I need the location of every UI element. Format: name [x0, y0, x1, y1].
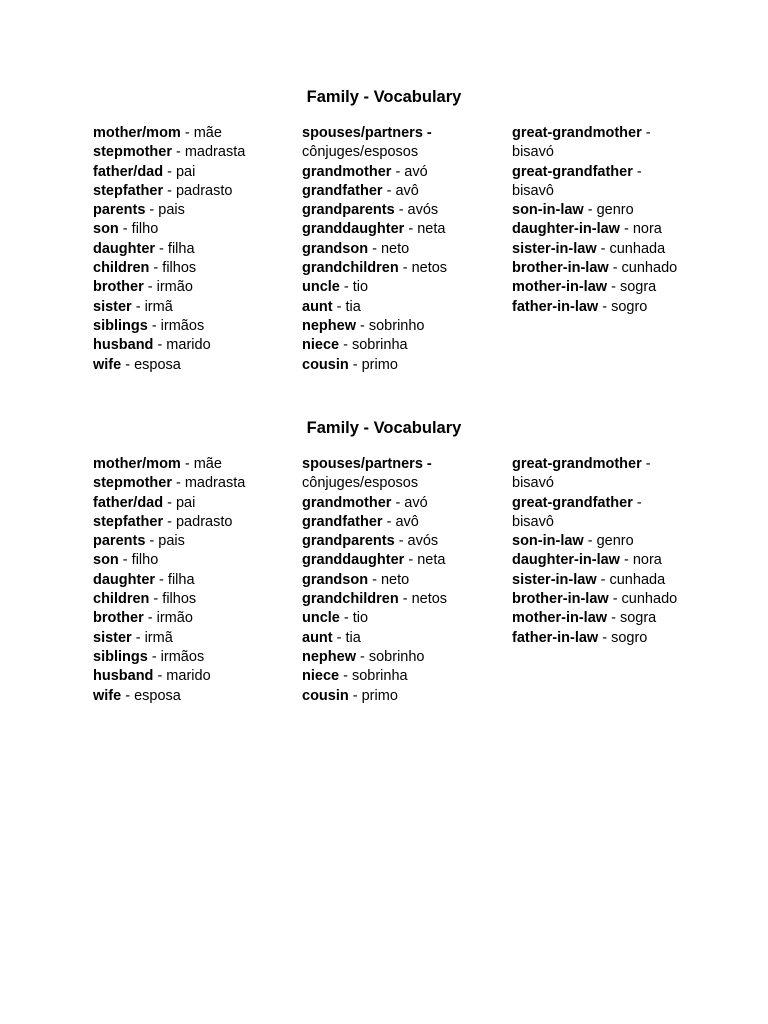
portuguese-translation: - sobrinha [339, 668, 408, 685]
portuguese-translation: - esposa [121, 356, 181, 373]
vocabulary-entry [302, 220, 502, 239]
vocabulary-entry [512, 455, 687, 494]
portuguese-translation: - primo [348, 356, 398, 373]
english-term: son-in-law [512, 202, 584, 219]
vocabulary-entry [302, 201, 502, 220]
vocabulary-entry [302, 336, 502, 355]
portuguese-translation: - netos [398, 591, 448, 608]
english-term: father/dad [93, 494, 164, 511]
english-term: mother/mom [93, 125, 181, 141]
portuguese-translation: - nora [619, 552, 662, 569]
english-term: son [93, 221, 119, 238]
portuguese-translation: - sobrinho [355, 648, 425, 665]
vocabulary-entry [93, 551, 293, 570]
portuguese-translation: - irmãos [147, 648, 205, 665]
portuguese-translation: - avó [391, 163, 428, 180]
vocabulary-entry [512, 629, 687, 648]
portuguese-translation: - marido [153, 668, 211, 685]
portuguese-translation: - bisavó [512, 456, 651, 492]
english-term: grandfather [302, 513, 383, 530]
portuguese-translation: cônjuges/esposos [302, 475, 419, 492]
english-term: cousin [302, 687, 349, 704]
portuguese-translation: - filhos [149, 260, 197, 277]
english-term: grandmother [302, 494, 392, 511]
vocabulary-entry [93, 298, 293, 317]
vocabulary-entry [93, 163, 293, 182]
vocabulary-column-2 [302, 455, 502, 706]
english-term: stepfather [93, 182, 164, 199]
english-term: grandfather [302, 182, 383, 199]
portuguese-translation: - mãe [180, 456, 222, 472]
vocabulary-entry [93, 124, 293, 143]
vocabulary-section-1 [0, 86, 768, 384]
portuguese-translation: - avô [382, 182, 419, 199]
portuguese-translation: - mãe [180, 125, 222, 141]
english-term: brother-in-law [512, 591, 609, 608]
vocabulary-entry [93, 278, 293, 297]
english-term: sister [93, 298, 132, 315]
portuguese-translation: - padrasto [163, 513, 233, 530]
portuguese-translation: - pais [145, 202, 185, 219]
vocabulary-column-3 [512, 455, 687, 648]
english-term: nephew [302, 317, 356, 334]
vocabulary-entry [302, 590, 502, 609]
english-term: wife [93, 687, 122, 704]
english-term: daughter-in-law [512, 221, 620, 238]
portuguese-translation: - tio [339, 610, 369, 627]
portuguese-translation: - cunhada [596, 571, 666, 588]
vocabulary-entry [512, 551, 687, 570]
portuguese-translation: - tia [332, 629, 361, 646]
vocabulary-entry [93, 336, 293, 355]
vocabulary-entry [512, 494, 687, 533]
vocabulary-entry [93, 609, 293, 628]
portuguese-translation: - primo [348, 687, 398, 704]
portuguese-translation: - madrasta [171, 144, 246, 161]
english-term: husband [93, 337, 154, 354]
vocabulary-entry [93, 143, 293, 162]
vocabulary-entry [93, 182, 293, 201]
portuguese-translation: - cunhado [608, 260, 678, 277]
english-term: parents [93, 202, 146, 219]
vocabulary-entry [302, 317, 502, 336]
english-term: husband [93, 668, 154, 685]
vocabulary-entry [93, 667, 293, 686]
english-term: daughter-in-law [512, 552, 620, 569]
vocabulary-entry [302, 455, 502, 494]
english-term: sister [93, 629, 132, 646]
vocabulary-entry [93, 687, 293, 706]
vocabulary-entry [93, 629, 293, 648]
vocabulary-entry [93, 532, 293, 551]
vocabulary-column-3 [512, 124, 687, 317]
english-term: children [93, 591, 150, 608]
portuguese-translation: - avós [394, 202, 439, 219]
english-term: uncle [302, 610, 340, 627]
vocabulary-entry [302, 687, 502, 706]
vocabulary-column-2 [302, 124, 502, 375]
portuguese-translation: - filha [155, 240, 195, 257]
english-term: grandparents [302, 533, 395, 550]
vocabulary-entry [302, 513, 502, 532]
english-term: aunt [302, 298, 333, 315]
english-term: father/dad [93, 163, 164, 180]
portuguese-translation: - filho [118, 552, 159, 569]
english-term: daughter [93, 240, 156, 257]
section-title: Family - Vocabulary [306, 88, 462, 106]
portuguese-translation: - avós [394, 533, 439, 550]
portuguese-translation: - bisavô [512, 494, 642, 530]
english-term: brother [93, 279, 144, 296]
portuguese-translation: - irmão [143, 610, 193, 627]
portuguese-translation: - irmã [131, 629, 173, 646]
english-term: aunt [302, 629, 333, 646]
portuguese-translation: - filhos [149, 591, 197, 608]
vocabulary-entry [93, 201, 293, 220]
portuguese-translation: - avô [382, 513, 419, 530]
english-term: stepmother [93, 475, 172, 492]
vocabulary-entry [93, 513, 293, 532]
english-term: children [93, 260, 150, 277]
english-term: brother-in-law [512, 260, 609, 277]
portuguese-translation: - sobrinha [339, 337, 408, 354]
english-term: niece [302, 337, 340, 354]
portuguese-translation: - genro [583, 533, 634, 550]
english-term: stepfather [93, 513, 164, 530]
vocabulary-entry [93, 590, 293, 609]
vocabulary-entry [93, 317, 293, 336]
vocabulary-entry [302, 532, 502, 551]
vocabulary-entry [93, 259, 293, 278]
portuguese-translation: - irmãos [147, 317, 205, 334]
vocabulary-column-1 [93, 124, 293, 375]
vocabulary-entry [302, 551, 502, 570]
english-term: grandmother [302, 163, 392, 180]
english-term: grandchildren [302, 260, 399, 277]
english-term: daughter [93, 571, 156, 588]
portuguese-translation: - avó [391, 494, 428, 511]
vocabulary-column-1 [93, 455, 293, 706]
vocabulary-entry [93, 571, 293, 590]
english-term: stepmother [93, 144, 172, 161]
vocabulary-entry [302, 571, 502, 590]
portuguese-translation: - sobrinho [355, 317, 425, 334]
portuguese-translation: - bisavô [512, 163, 642, 199]
portuguese-translation: - pai [163, 494, 196, 511]
vocabulary-entry [512, 609, 687, 628]
vocabulary-entry [302, 182, 502, 201]
english-term: great-grandfather [512, 163, 633, 180]
english-term: parents [93, 533, 146, 550]
vocabulary-entry [93, 474, 293, 493]
vocabulary-entry [302, 494, 502, 513]
english-term: granddaughter [302, 221, 405, 238]
vocabulary-entry [93, 220, 293, 239]
english-term: father-in-law [512, 629, 599, 646]
vocabulary-entry [93, 494, 293, 513]
vocabulary-section-2 [0, 417, 768, 715]
portuguese-translation: - tio [339, 279, 369, 296]
english-term: sister-in-law [512, 240, 597, 257]
portuguese-translation: - irmã [131, 298, 173, 315]
portuguese-translation: - neto [368, 240, 410, 257]
vocabulary-entry [302, 278, 502, 297]
english-term: siblings [93, 648, 148, 665]
english-term: grandparents [302, 202, 395, 219]
portuguese-translation: - neta [404, 552, 446, 569]
portuguese-translation: - pais [145, 533, 185, 550]
portuguese-translation: - cunhada [596, 240, 666, 257]
vocabulary-entry [93, 240, 293, 259]
portuguese-translation: - neto [368, 571, 410, 588]
english-term: nephew [302, 648, 356, 665]
portuguese-translation: - genro [583, 202, 634, 219]
vocabulary-entry [302, 629, 502, 648]
vocabulary-entry [512, 259, 687, 278]
vocabulary-entry [302, 259, 502, 278]
vocabulary-entry [512, 124, 687, 163]
vocabulary-entry [512, 220, 687, 239]
portuguese-translation: - filha [155, 571, 195, 588]
english-term: spouses/partners - [302, 125, 432, 141]
english-term: great-grandmother [512, 456, 642, 472]
vocabulary-entry [302, 648, 502, 667]
english-term: grandson [302, 571, 369, 588]
vocabulary-entry [302, 298, 502, 317]
vocabulary-entry [93, 356, 293, 375]
portuguese-translation: - neta [404, 221, 446, 238]
portuguese-translation: - esposa [121, 687, 181, 704]
english-term: grandchildren [302, 591, 399, 608]
vocabulary-entry [302, 163, 502, 182]
vocabulary-columns [0, 455, 768, 715]
english-term: father-in-law [512, 298, 599, 315]
portuguese-translation: - sogra [607, 279, 657, 296]
english-term: mother/mom [93, 456, 181, 472]
vocabulary-entry [302, 124, 502, 163]
vocabulary-entry [512, 532, 687, 551]
portuguese-translation: - madrasta [171, 475, 246, 492]
vocabulary-entry [512, 163, 687, 202]
portuguese-translation: - bisavó [512, 125, 651, 161]
vocabulary-entry [302, 356, 502, 375]
english-term: son [93, 552, 119, 569]
portuguese-translation: - marido [153, 337, 211, 354]
vocabulary-entry [512, 278, 687, 297]
portuguese-translation: - cunhado [608, 591, 678, 608]
vocabulary-entry [93, 455, 293, 474]
vocabulary-entry [302, 609, 502, 628]
portuguese-translation: - padrasto [163, 182, 233, 199]
portuguese-translation: - pai [163, 163, 196, 180]
english-term: niece [302, 668, 340, 685]
section-title: Family - Vocabulary [306, 419, 462, 437]
english-term: brother [93, 610, 144, 627]
portuguese-translation: - netos [398, 260, 448, 277]
english-term: granddaughter [302, 552, 405, 569]
portuguese-translation: - irmão [143, 279, 193, 296]
vocabulary-entry [512, 298, 687, 317]
portuguese-translation: - sogro [598, 629, 648, 646]
vocabulary-columns [0, 124, 768, 384]
vocabulary-entry [512, 240, 687, 259]
english-term: son-in-law [512, 533, 584, 550]
portuguese-translation: - sogro [598, 298, 648, 315]
english-term: great-grandmother [512, 125, 642, 141]
vocabulary-entry [302, 240, 502, 259]
portuguese-translation: - filho [118, 221, 159, 238]
portuguese-translation: - sogra [607, 610, 657, 627]
english-term: mother-in-law [512, 610, 608, 627]
english-term: sister-in-law [512, 571, 597, 588]
english-term: spouses/partners - [302, 456, 432, 472]
english-term: uncle [302, 279, 340, 296]
vocabulary-entry [512, 201, 687, 220]
vocabulary-entry [93, 648, 293, 667]
portuguese-translation: cônjuges/esposos [302, 144, 419, 161]
english-term: cousin [302, 356, 349, 373]
vocabulary-entry [302, 667, 502, 686]
english-term: mother-in-law [512, 279, 608, 296]
vocabulary-entry [512, 590, 687, 609]
portuguese-translation: - tia [332, 298, 361, 315]
english-term: grandson [302, 240, 369, 257]
english-term: siblings [93, 317, 148, 334]
vocabulary-entry [512, 571, 687, 590]
portuguese-translation: - nora [619, 221, 662, 238]
english-term: great-grandfather [512, 494, 633, 511]
english-term: wife [93, 356, 122, 373]
